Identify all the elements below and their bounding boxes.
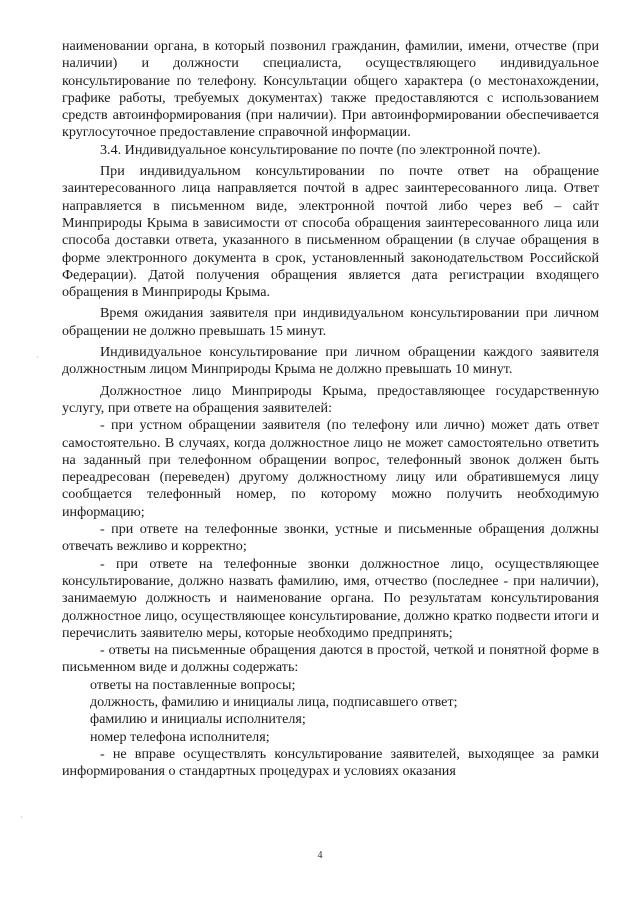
list-subitem: ответы на поставленные вопросы; [90,676,296,693]
paragraph: Должностное лицо Минприроды Крыма, предоставляющее государственную услугу, при ответе на обращения заявителей: [62,382,599,416]
paragraph: наименовании органа, в который позвонил гражданин, фамилии, имени, отчестве (при наличии) и должности специалиста, осуществляющего индивидуальное консультирование по телефону. Консультации общего характера (о местонахождении, графике работы, требуемых документах) также предоставляются с использованием средств автоинформирования (при наличии). При автоинформировании обеспечивается круглосуточное предоставление справочной информации. [62,38,599,141]
paragraph: При индивидуальном консультировании по почте ответ на обращение заинтересованного лица направляется почтой в адрес заинтересованного лица. Ответ направляется в письменном виде, электронной почтой либо через веб – сайт Минприроды Крыма в зависимости от способа обращения заинтересованного лица или способа доставки ответа, указанного в письменном обращении (в случае обращения в форме электронного документа в срок, установленный законодательством Российской Федерации). Датой получения обращения является дата регистрации входящего обращения в Минприроды Крыма. [62,163,599,301]
list-item: - при устном обращении заявителя (по телефону или лично) может дать ответ самостоятельно. В случаях, когда должностное лицо не может самостоятельно ответить на заданный при телефонном обращении вопрос, телефонный звонок должен быть переадресован (переведен) другому должностному лицу или обратившемуся лицу сообщается телефонный номер, по которому можно получить необходимую информацию; [62,417,599,520]
list-subitem: номер телефона исполнителя; [90,728,270,745]
list-item: - при ответе на телефонные звонки должностное лицо, осуществляющее консультирование, должно назвать фамилию, имя, отчество (последнее - при наличии), занимаемую должность и наименование органа. По результатам консультирования должностное лицо, осуществляющее консультирование, должно кратко подвести итоги и перечислить заявителю меры, которые необходимо предпринять; [62,555,599,641]
list-item: - при ответе на телефонные звонки, устные и письменные обращения должны отвечать вежливо и корректно; [62,521,599,555]
section-heading: 3.4. Индивидуальное консультирование по почте (по электронной почте). [100,141,541,158]
body-text [62,38,599,780]
list-item: - ответы на письменные обращения даются в простой, четкой и понятной форме в письменном виде и должны содержать: [62,642,599,676]
paragraph: Индивидуальное консультирование при личном обращении каждого заявителя должностным лицом Минприроды Крыма не должно превышать 10 минут. [62,344,599,378]
scan-speck: · [36,352,39,362]
paragraph: Время ожидания заявителя при индивидуальном консультировании при личном обращении не должно превышать 15 минут. [62,305,599,339]
scan-speck: · [20,812,23,822]
list-subitem: должность, фамилию и инициалы лица, подписавшего ответ; [90,693,458,710]
page-number: 4 [317,850,323,861]
list-item: - не вправе осуществлять консультирование заявителей, выходящее за рамки информирования о стандартных процедурах и условиях оказания [62,745,599,780]
list-subitem: фамилию и инициалы исполнителя; [90,711,306,728]
